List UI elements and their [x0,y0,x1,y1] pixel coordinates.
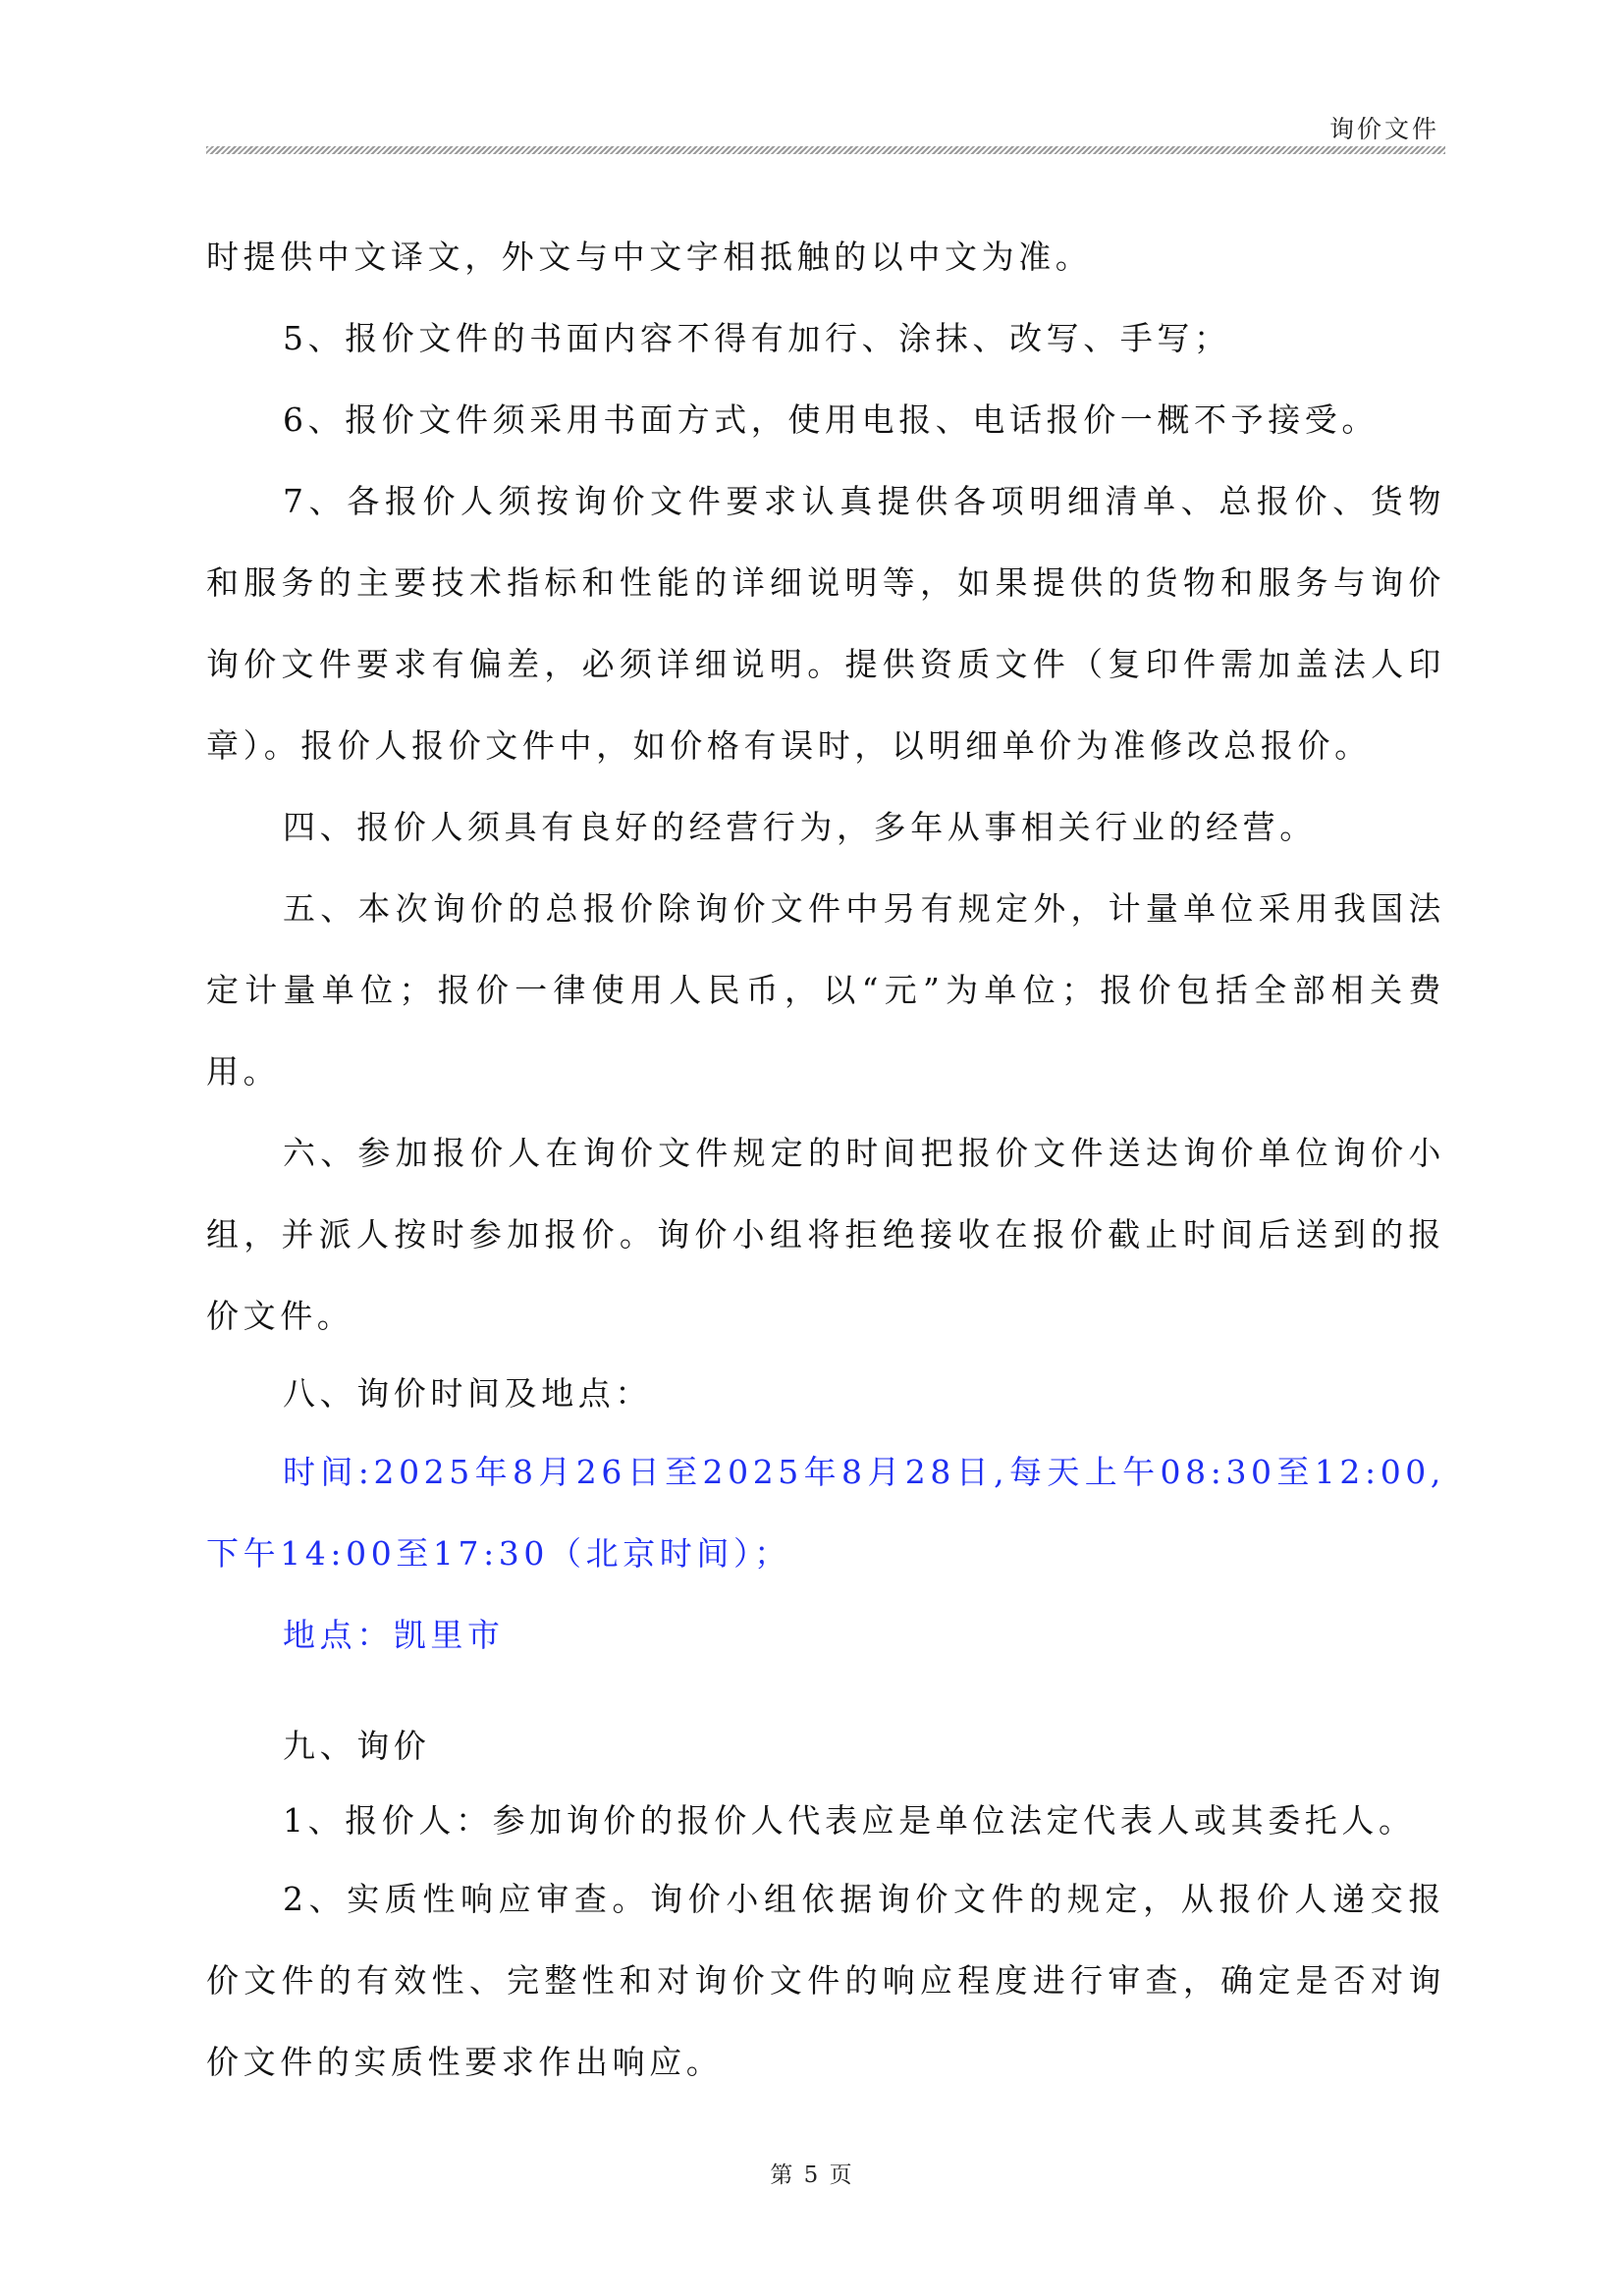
document-body [206,216,1445,2103]
paragraph-section-4: 四、报价人须具有良好的经营行为，多年从事相关行业的经营。 [283,808,1317,846]
header-title: 询价文件 [1328,115,1439,143]
header-divider [206,146,1445,154]
paragraph-item-6: 6、报价文件须采用书面方式，使用电报、电话报价一概不予接受。 [283,400,1379,439]
page-number: 第 5 页 [770,2163,854,2188]
paragraph-section-5: 五、本次询价的总报价除询价文件中另有规定外，计量单位采用我国法定计量单位；报价一律使用人民币，以“元”为单位；报价包括全部相关费用。 [206,889,1445,1091]
inquiry-time: 时间:2025年8月26日至2025年8月28日,每天上午08:30至12:00,下午14:00至17:30（北京时间）； [206,1453,1445,1573]
heading-section-8: 八、询价时间及地点： [283,1374,652,1413]
paragraph-item-7: 7、各报价人须按询价文件要求认真提供各项明细清单、总报价、货物和服务的主要技术指标和性能的详细说明等，如果提供的货物和服务与询价询价文件要求有偏差，必须详细说明。提供资质文件（复印件需加盖法人印章）。报价人报价文件中，如价格有误时，以明细单价为准修改总报价。 [206,482,1445,765]
paragraph-substantive-review: 2、实质性响应审查。询价小组依据询价文件的规定，从报价人递交报价文件的有效性、完整性和对询价文件的响应程度进行审查，确定是否对询价文件的实质性要求作出响应。 [206,1880,1445,2081]
paragraph-section-6: 六、参加报价人在询价文件规定的时间把报价文件送达询价单位询价小组，并派人按时参加报价。询价小组将拒绝接收在报价截止时间后送到的报价文件。 [206,1134,1445,1335]
paragraph-item-5: 5、报价文件的书面内容不得有加行、涂抹、改写、手写； [283,319,1231,357]
inquiry-location: 地点：凯里市 [283,1616,505,1654]
heading-section-9: 九、询价 [283,1727,431,1765]
paragraph-continuation: 时提供中文译文，外文与中文字相抵触的以中文为准。 [206,238,1093,276]
paragraph-bidder: 1、报价人：参加询价的报价人代表应是单位法定代表人或其委托人。 [283,1801,1416,1840]
